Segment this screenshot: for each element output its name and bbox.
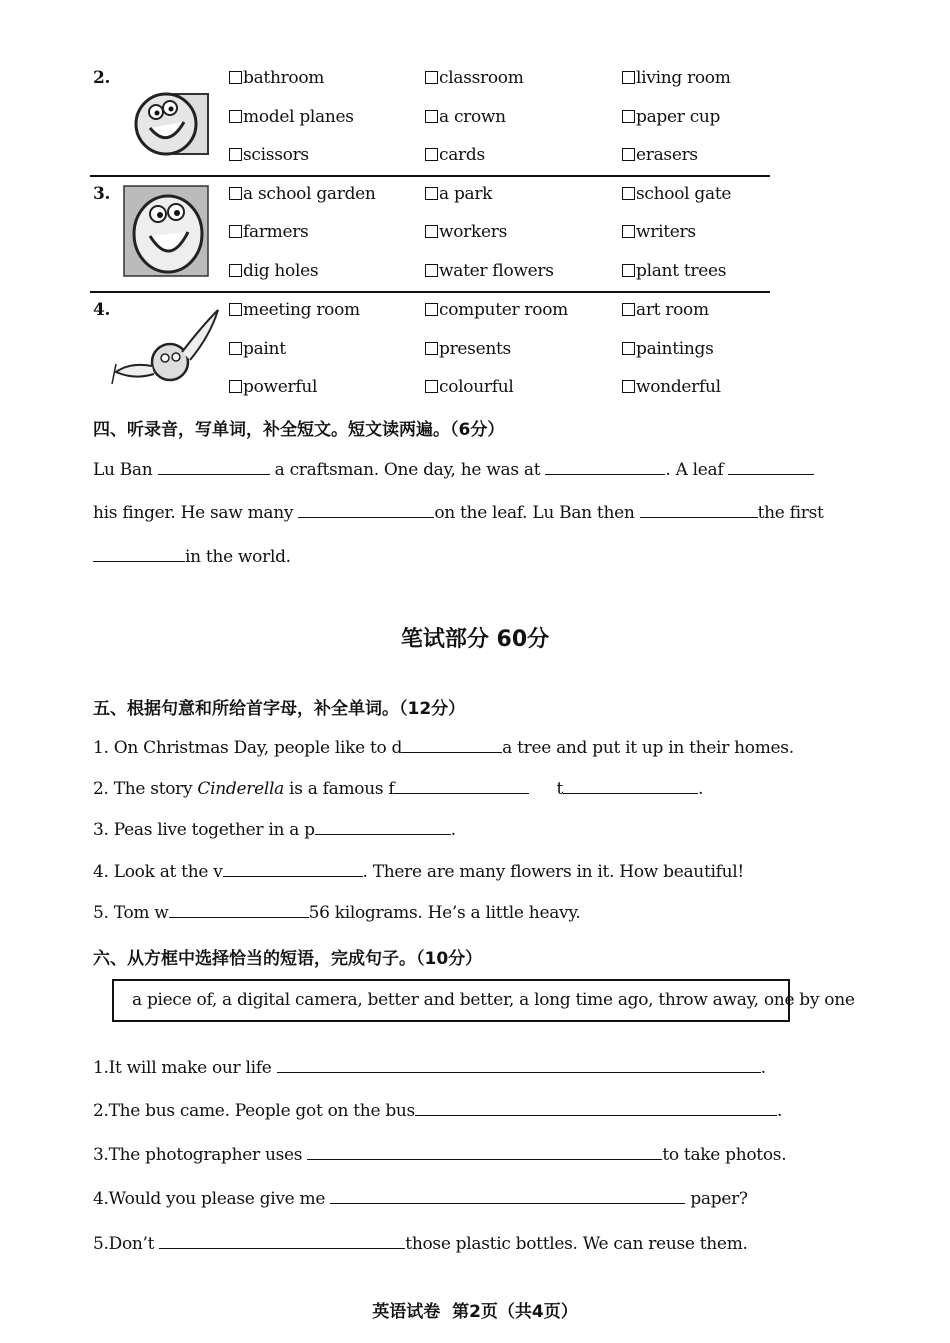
passage-line: Lu Ban a craftsman. One day, he was at . A leaf [93, 460, 814, 480]
cartoon-face-icon [128, 88, 212, 160]
answer-blank[interactable] [640, 503, 758, 518]
option-checkbox[interactable]: living room [622, 68, 731, 88]
option-checkbox[interactable]: a school garden [229, 184, 376, 204]
row-divider [90, 291, 770, 293]
answer-blank[interactable] [563, 779, 698, 794]
passage-line: in the world. [93, 547, 291, 567]
item-number: 2. [93, 68, 111, 88]
option-checkbox[interactable]: model planes [229, 107, 354, 127]
option-checkbox[interactable]: meeting room [229, 300, 360, 320]
section-heading: 六、从方框中选择恰当的短语，完成句子。（10分） [93, 949, 483, 969]
question-line: 5. Tom w 56 kilograms. He’s a little heavy. [93, 903, 581, 923]
option-checkbox[interactable]: paintings [622, 339, 714, 359]
option-checkbox[interactable]: dig holes [229, 261, 318, 281]
answer-blank[interactable] [415, 1101, 777, 1116]
flying-bird-icon [110, 306, 226, 390]
answer-blank[interactable] [330, 1189, 685, 1204]
option-checkbox[interactable]: farmers [229, 222, 309, 242]
answer-blank[interactable] [169, 903, 309, 918]
option-checkbox[interactable]: school gate [622, 184, 731, 204]
option-checkbox[interactable]: classroom [425, 68, 524, 88]
question-line: 2.The bus came. People got on the bus . [93, 1101, 783, 1121]
option-checkbox[interactable]: bathroom [229, 68, 324, 88]
question-line: 4. Look at the v . There are many flowers in it. How beautiful! [93, 862, 744, 882]
answer-blank[interactable] [307, 1145, 662, 1160]
option-checkbox[interactable]: paint [229, 339, 286, 359]
answer-blank[interactable] [159, 1234, 405, 1249]
answer-blank[interactable] [545, 460, 665, 475]
page-footer: 英语试卷 第2页（共4页） [372, 1302, 578, 1322]
question-line: 3. Peas live together in a p . [93, 820, 456, 840]
question-line: 3.The photographer uses to take photos. [93, 1145, 787, 1165]
item-number: 3. [93, 184, 111, 204]
phrase-list: a piece of, a digital camera, better and better, a long time ago, throw away, one by one [132, 990, 855, 1010]
phrase-box [112, 979, 855, 1022]
option-checkbox[interactable]: writers [622, 222, 696, 242]
option-checkbox[interactable]: plant trees [622, 261, 726, 281]
option-checkbox[interactable]: presents [425, 339, 511, 359]
option-checkbox[interactable]: water flowers [425, 261, 554, 281]
option-checkbox[interactable]: powerful [229, 377, 317, 397]
option-checkbox[interactable]: a crown [425, 107, 506, 127]
answer-blank[interactable] [728, 460, 814, 475]
section-heading: 四、听录音，写单词，补全短文。短文读两遍。（6分） [93, 420, 505, 440]
answer-blank[interactable] [298, 503, 434, 518]
answer-blank[interactable] [394, 779, 529, 794]
answer-blank[interactable] [277, 1058, 761, 1073]
question-line: 5.Don’t those plastic bottles. We can reuse them. [93, 1234, 748, 1254]
option-checkbox[interactable]: colourful [425, 377, 513, 397]
answer-blank[interactable] [223, 862, 363, 877]
page-title: 笔试部分 60分 [400, 627, 550, 652]
option-checkbox[interactable]: erasers [622, 145, 698, 165]
option-checkbox[interactable]: paper cup [622, 107, 720, 127]
option-checkbox[interactable]: workers [425, 222, 507, 242]
question-line: 4.Would you please give me paper? [93, 1189, 748, 1209]
option-checkbox[interactable]: art room [622, 300, 709, 320]
option-checkbox[interactable]: a park [425, 184, 492, 204]
option-checkbox[interactable]: cards [425, 145, 485, 165]
question-line: 1.It will make our life . [93, 1058, 766, 1078]
option-checkbox[interactable]: computer room [425, 300, 568, 320]
answer-blank[interactable] [158, 460, 270, 475]
passage-line: his finger. He saw many on the leaf. Lu Ban then the first [93, 503, 824, 523]
option-checkbox[interactable]: scissors [229, 145, 309, 165]
question-line: 2. The story Cinderella is a famous f t . [93, 779, 704, 799]
answer-blank[interactable] [315, 820, 451, 835]
answer-blank[interactable] [402, 738, 502, 753]
section-heading: 五、根据句意和所给首字母，补全单词。（12分） [93, 699, 466, 719]
row-divider [90, 175, 770, 177]
cartoon-face-icon [122, 184, 212, 280]
question-line: 1. On Christmas Day, people like to d a tree and put it up in their homes. [93, 738, 794, 758]
option-checkbox[interactable]: wonderful [622, 377, 721, 397]
item-number: 4. [93, 300, 111, 320]
answer-blank[interactable] [93, 547, 185, 562]
